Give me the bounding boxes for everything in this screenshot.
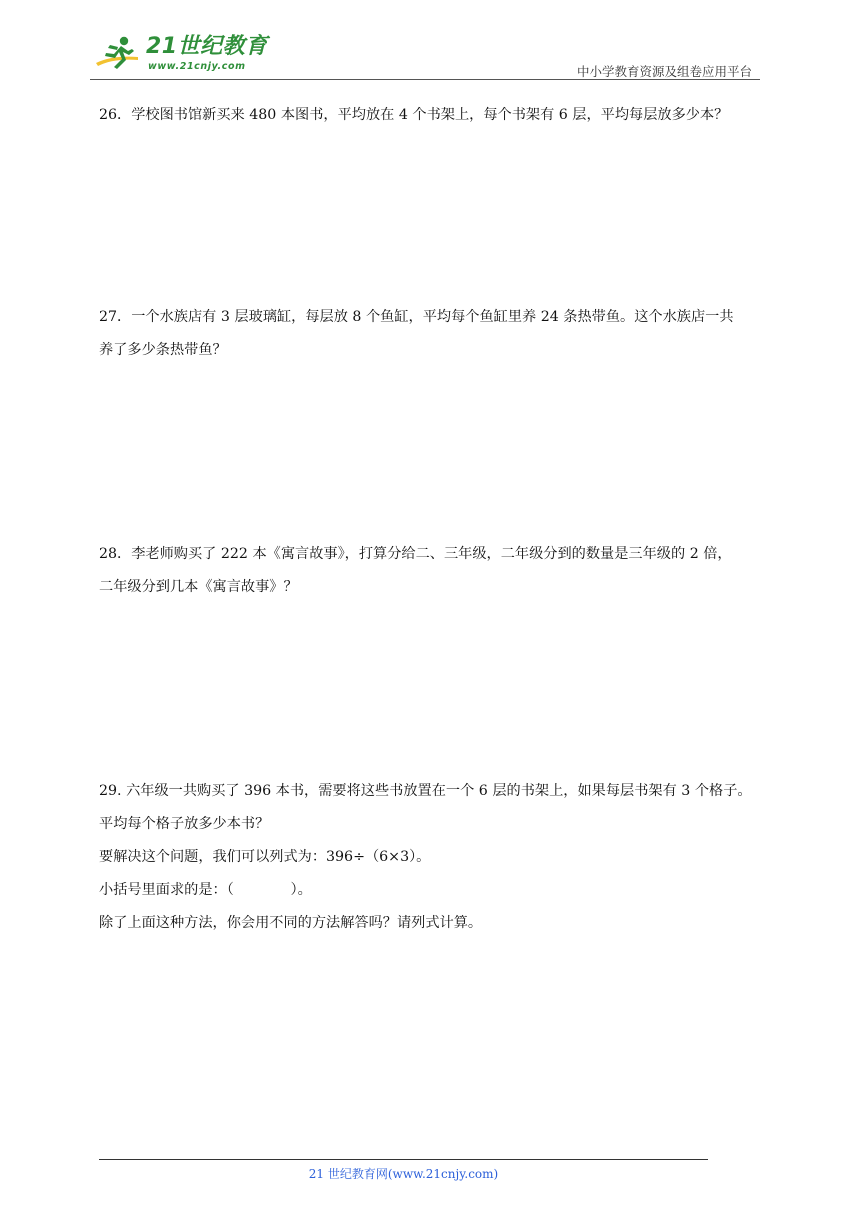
runner-logo-icon: [94, 33, 140, 75]
question-text: 除了上面这种方法，你会用不同的方法解答吗？请列式计算。: [99, 915, 483, 931]
fill-in-blank-text: 小括号里面求的是：（ ）。: [99, 882, 312, 898]
question-text: 27．一个水族店有 3 层玻璃缸，每层放 8 个鱼缸，平均每个鱼缸里养 24 条热带鱼。这个水族店一共: [99, 309, 734, 325]
question-text: 26．学校图书馆新买来 480 本图书，平均放在 4 个书架上，每个书架有 6 层，平均每层放多少本？: [99, 107, 729, 123]
question-27: [99, 301, 769, 367]
footer-link[interactable]: 21 世纪教育网(www.21cnjy.com): [308, 1167, 499, 1181]
question-text: 29. 六年级一共购买了 396 本书，需要将这些书放置在一个 6 层的书架上，如果每层书架有 3 个格子。: [99, 783, 752, 799]
logo-url: www.21cnjy.com: [148, 61, 246, 72]
question-26: [99, 99, 769, 132]
question-text: 平均每个格子放多少本书？: [99, 816, 270, 832]
page-header: [90, 28, 760, 80]
header-divider: [90, 79, 760, 80]
site-logo[interactable]: [94, 33, 268, 75]
question-28: [99, 538, 769, 604]
question-text: 养了多少条热带鱼？: [99, 342, 227, 358]
question-text: 要解决这个问题，我们可以列式为：396÷（6×3）。: [99, 849, 431, 865]
question-text: 28．李老师购买了 222 本《寓言故事》，打算分给二、三年级，二年级分到的数量是三年级的 2 倍，: [99, 546, 732, 562]
question-text: 二年级分到几本《寓言故事》？: [99, 579, 298, 595]
header-tagline: 中小学教育资源及组卷应用平台: [576, 64, 752, 79]
logo-text: 21世纪教育: [146, 34, 268, 59]
footer-divider: [99, 1159, 708, 1160]
question-29: [99, 775, 769, 940]
